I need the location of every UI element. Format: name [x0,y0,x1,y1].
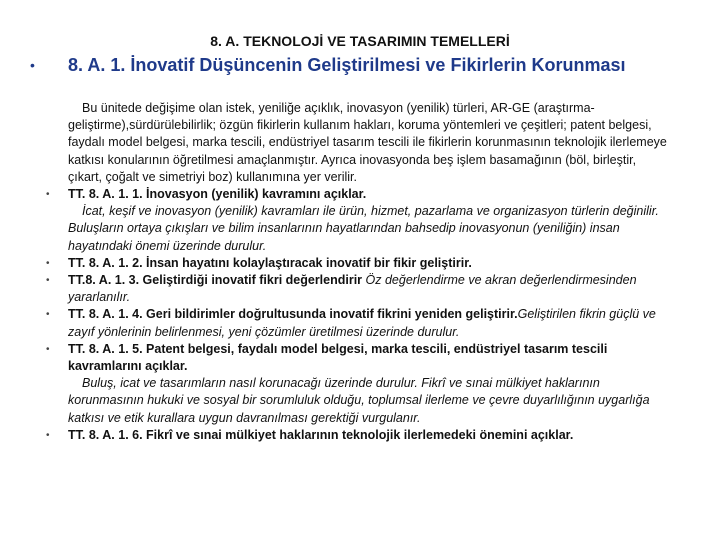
outcome-item-6 [46,427,668,444]
outcome-item-2 [46,255,668,272]
intro-paragraph: Bu ünitede değişime olan istek, yeniliğe açıklık, inovasyon (yenilik) türleri, AR-GE (araştırma-geliştirme),sürdürülebilirlik; özgün fikirlerin kullanım hakları, koruma yöntemleri ve çeşitleri; patent belgesi, faydalı model belgesi, marka tescili, endüstriyel tasarım tescili ile fikirlerin korunmasının teknolojik ilerlemeye katkısı konularının öğretilmesi amaçlanmıştır. Ayrıca inovasyonda beş işlem basamağının (böl, birleştir, çıkart, çoğalt ve simetriyi boz) kullanımına yer verilir. [68,101,667,184]
bullet: • [46,343,50,355]
outcome-title: TT. 8. A. 1. 4. Geri bildirimler doğrultusunda inovatif fikrini yeniden geliştirir. [68,307,518,322]
outcome-title: TT. 8. A. 1. 5. Patent belgesi, faydalı model belgesi, marka tescili, endüstriyel tasarım tescili kavramlarını açıklar. [68,341,608,374]
outcome-item-1 [46,186,668,203]
outcome-note: İcat, keşif ve inovasyon (yenilik) kavramları ile ürün, hizmet, pazarlama ve organizasyon türlerin değinilir. Buluşların ortaya çıkışları ve bilim insanlarının hayatlarından bahsedip inovasyonun (yeniliğin) insan hayatındaki önemi üzerinde durulur. [68,204,659,253]
outcome-item-5 [46,341,668,375]
outcome-item-3 [46,272,668,306]
bullet: • [46,429,50,441]
outcome-inline-note: Öz değerlendirme ve akran değerlendirmesinden yararlanılır. [68,273,637,305]
outcome-note: Buluş, icat ve tasarımların nasıl korunacağı üzerinde durulur. Fikrî ve sınai mülkiyet haklarının korunmasının hukuki ve sosyal bir sorumluluk olduğu, toplumsal ilerleme ve çevre duyarlılığının uygarlığa katkısı ve etik kurallara uygun davranılması gerektiği vurgulanır. [68,376,650,425]
bullet: • [46,275,50,287]
outcome-title: TT.8. A. 1. 3. Geliştirdiği inovatif fikri değerlendirir [68,273,363,288]
outcome-title: TT. 8. A. 1. 1. İnovasyon (yenilik) kavramını açıklar. [68,187,367,202]
page-title: 8. A. TEKNOLOJİ VE TASARIMIN TEMELLERİ [210,33,510,49]
outcome-inline-note: Geliştirilen fikrin güçlü ve zayıf yönlerinin belirlenmesi, yeni çözümler üretilmesi üzerinde durulur. [68,307,656,339]
section-heading: 8. A. 1. İnovatif Düşüncenin Geliştirilmesi ve Fikirlerin Korunması [68,55,626,75]
bullet: • [46,309,50,321]
outcome-title: TT. 8. A. 1. 2. İnsan hayatını kolaylaştıracak inovatif bir fikir geliştirir. [68,255,472,270]
heading-bullet: • [30,57,35,73]
content-body [46,100,668,444]
outcome-item-4 [46,306,668,340]
bullet: • [46,257,50,269]
bullet: • [46,189,50,201]
outcome-title: TT. 8. A. 1. 6. Fikrî ve sınai mülkiyet haklarının teknolojik ilerlemedeki önemini açıklar. [68,427,574,442]
